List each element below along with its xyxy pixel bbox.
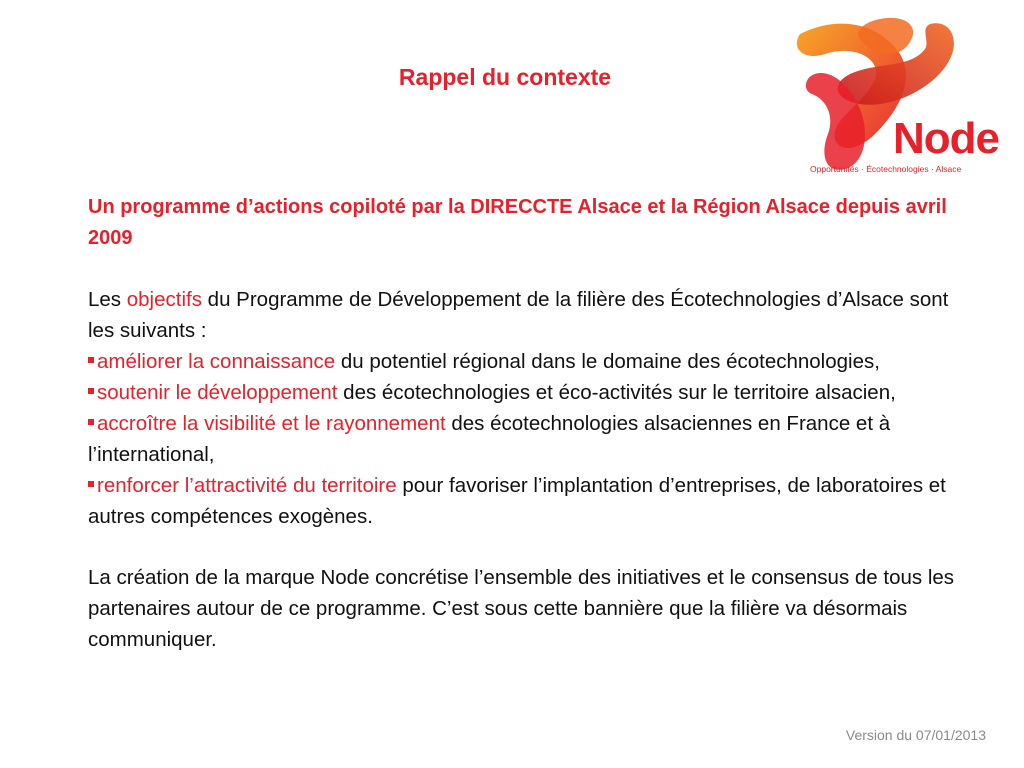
objective-item-2: [88, 377, 968, 408]
intro-paragraph: [88, 284, 968, 346]
node-logo: [780, 14, 1010, 180]
intro-highlight: objectifs: [126, 288, 202, 311]
version-label: Version du 07/01/2013: [845, 727, 986, 743]
objective-text: des écotechnologies et éco-activités sur le territoire alsacien,: [337, 381, 896, 404]
logo-tagline: Opportunités · Écotechnologies · Alsace: [810, 164, 962, 174]
intro-before: Les: [88, 288, 127, 311]
objective-item-1: [88, 346, 968, 377]
objective-highlight: accroître la visibilité et le rayonnement: [97, 412, 446, 435]
objective-item-4: [88, 470, 968, 532]
objective-text: pour favoriser l’implantation d’entreprises, de laboratoires et autres compétences exogènes.: [88, 474, 946, 528]
square-bullet-icon: [88, 419, 94, 425]
slide-title: Rappel du contexte: [398, 64, 612, 90]
square-bullet-icon: [88, 357, 94, 363]
objective-highlight: soutenir le développement: [97, 381, 338, 404]
slide-subtitle: Un programme d’actions copiloté par la DIRECCTE Alsace et la Région Alsace depuis avril 2009: [88, 196, 947, 249]
objective-highlight: améliorer la connaissance: [97, 350, 336, 373]
objective-item-3: [88, 408, 968, 470]
objective-text: des écotechnologies alsaciennes en France et à l’international,: [88, 412, 891, 466]
intro-after: du Programme de Développement de la filière des Écotechnologies d’Alsace sont les suivants :: [88, 288, 949, 342]
objective-highlight: renforcer l’attractivité du territoire: [97, 474, 397, 497]
logo-wordmark: Node: [893, 114, 999, 163]
slide-body: [88, 192, 968, 655]
objective-text: du potentiel régional dans le domaine des écotechnologies,: [335, 350, 880, 373]
square-bullet-icon: [88, 388, 94, 394]
closing-paragraph: La création de la marque Node concrétise l’ensemble des initiatives et le consensus de tous les partenaires autour de ce programme. C’est sous cette bannière que la filière va désormais communiquer.: [88, 566, 955, 651]
square-bullet-icon: [88, 481, 94, 487]
